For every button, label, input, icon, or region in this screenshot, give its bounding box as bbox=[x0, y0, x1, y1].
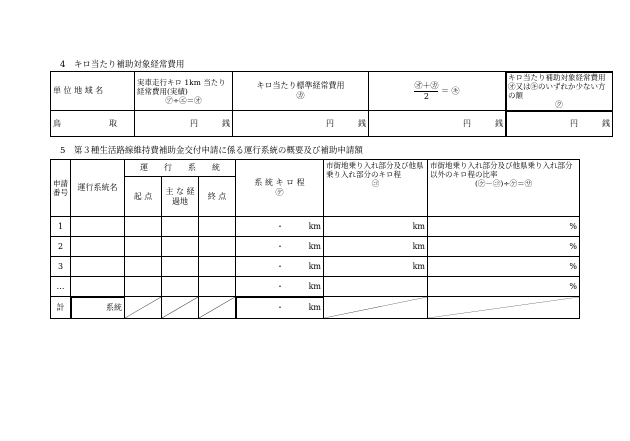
section5-table bbox=[50, 159, 580, 319]
end-cell[interactable] bbox=[199, 257, 236, 277]
avg-value[interactable]: 円 銭 bbox=[369, 111, 506, 137]
diagonal-line bbox=[428, 297, 579, 318]
start-cell[interactable] bbox=[125, 257, 162, 277]
row-no: 2 bbox=[51, 237, 71, 257]
std-mark: ㋕ bbox=[296, 91, 305, 100]
km-cell[interactable]: ・ km bbox=[236, 257, 324, 277]
diagonal-line bbox=[324, 297, 427, 318]
section4-title: 4 キロ当たり補助対象経常費用 bbox=[60, 60, 185, 70]
city-km-mark: ㋙ bbox=[371, 179, 380, 188]
via-cell[interactable] bbox=[162, 257, 199, 277]
km-mark: ㋘ bbox=[275, 188, 284, 197]
via-cell[interactable] bbox=[162, 237, 199, 257]
diagonal-cell bbox=[125, 297, 162, 319]
route-name-cell[interactable] bbox=[71, 237, 125, 257]
avg-formula-bottom: 2 bbox=[423, 91, 429, 101]
unit-area-header: 単 位 地 域 名 bbox=[51, 72, 135, 111]
ratio-formula: (㋘－㋙)÷㋘＝㋚ bbox=[474, 179, 533, 188]
table-row bbox=[51, 237, 580, 257]
route-name-header: 運行系統名 bbox=[71, 160, 125, 217]
table-row bbox=[51, 277, 580, 297]
km-cell[interactable]: ・ km bbox=[236, 237, 324, 257]
section5-title: 5 第３種生活路線維持費補助金交付申請に係る運行系統の概要及び補助申請額 bbox=[60, 146, 363, 156]
start-header: 起 点 bbox=[125, 177, 162, 217]
ratio-header: 市街地乗り入れ部分及び他県乗り入れ部分以外のキロ程の比率 (㋘－㋙)÷㋘＝㋚ bbox=[428, 160, 580, 217]
city-km-cell[interactable]: km bbox=[324, 237, 428, 257]
start-cell[interactable] bbox=[125, 277, 162, 297]
actual-cost-header: 実車走行キロ 1km 当たり経常費用(実績) ㋐÷㋓＝㋔ bbox=[135, 72, 233, 111]
total-label: 計 bbox=[51, 297, 71, 319]
km-cell[interactable]: ・ km bbox=[236, 217, 324, 237]
actual-formula: ㋐÷㋓＝㋔ bbox=[165, 95, 202, 105]
target-cost-value[interactable]: 円 銭 bbox=[506, 111, 613, 137]
total-route-count[interactable]: 系統 bbox=[71, 297, 125, 319]
km-header: 系 統 キ ロ 程 ㋘ bbox=[236, 160, 324, 217]
ratio-cell[interactable]: % bbox=[428, 277, 580, 297]
ratio-cell[interactable]: % bbox=[428, 217, 580, 237]
route-group-header: 運 行 系 統 bbox=[125, 160, 236, 177]
target-cost-header: キロ当たり補助対象経常費用㋔又は㋖のいずれか少ない方の額 ㋗ bbox=[506, 72, 613, 111]
section4-table bbox=[50, 71, 613, 137]
total-km-cell[interactable]: ・ km bbox=[236, 297, 324, 319]
via-header: 主 な 経過地 bbox=[162, 177, 199, 217]
via-cell[interactable] bbox=[162, 277, 199, 297]
total-row bbox=[51, 297, 580, 319]
diagonal-cell bbox=[199, 297, 236, 319]
row-no: … bbox=[51, 277, 71, 297]
target-mark: ㋗ bbox=[555, 100, 563, 109]
table-row bbox=[51, 257, 580, 277]
km-cell[interactable]: ・ km bbox=[236, 277, 324, 297]
diagonal-line bbox=[162, 297, 198, 318]
area-cell: 鳥 取 bbox=[51, 111, 135, 137]
diagonal-cell bbox=[162, 297, 199, 319]
app-no-header: 申請番号 bbox=[51, 160, 71, 217]
city-km-header: 市街地乗り入れ部分及び他県乗り入れ部分のキロ程 ㋙ bbox=[324, 160, 428, 217]
std-cost-value[interactable]: 円 銭 bbox=[233, 111, 369, 137]
ratio-cell[interactable]: % bbox=[428, 237, 580, 257]
city-km-cell[interactable]: km bbox=[324, 217, 428, 237]
end-header: 終 点 bbox=[199, 177, 236, 217]
diagonal-cell bbox=[428, 297, 580, 319]
avg-formula-top: ㋔＋㋕ bbox=[414, 80, 439, 90]
route-name-cell[interactable] bbox=[71, 217, 125, 237]
avg-formula-header: ㋔＋㋕ 2 ＝ ㋖ bbox=[369, 72, 506, 111]
ratio-cell[interactable]: % bbox=[428, 257, 580, 277]
diagonal-line bbox=[199, 297, 235, 318]
diagonal-cell bbox=[324, 297, 428, 319]
diagonal-line bbox=[125, 297, 161, 318]
avg-result-mark: ㋖ bbox=[451, 86, 460, 96]
start-cell[interactable] bbox=[125, 237, 162, 257]
std-cost-header: キロ当たり標準経常費用 ㋕ bbox=[233, 72, 369, 111]
actual-cost-value[interactable]: 円 銭 bbox=[135, 111, 233, 137]
table-row bbox=[51, 217, 580, 237]
city-km-cell[interactable]: km bbox=[324, 257, 428, 277]
end-cell[interactable] bbox=[199, 237, 236, 257]
row-no: 3 bbox=[51, 257, 71, 277]
end-cell[interactable] bbox=[199, 277, 236, 297]
route-name-cell[interactable] bbox=[71, 277, 125, 297]
city-km-cell[interactable] bbox=[324, 277, 428, 297]
route-name-cell[interactable] bbox=[71, 257, 125, 277]
start-cell[interactable] bbox=[125, 217, 162, 237]
row-no: 1 bbox=[51, 217, 71, 237]
via-cell[interactable] bbox=[162, 217, 199, 237]
end-cell[interactable] bbox=[199, 217, 236, 237]
